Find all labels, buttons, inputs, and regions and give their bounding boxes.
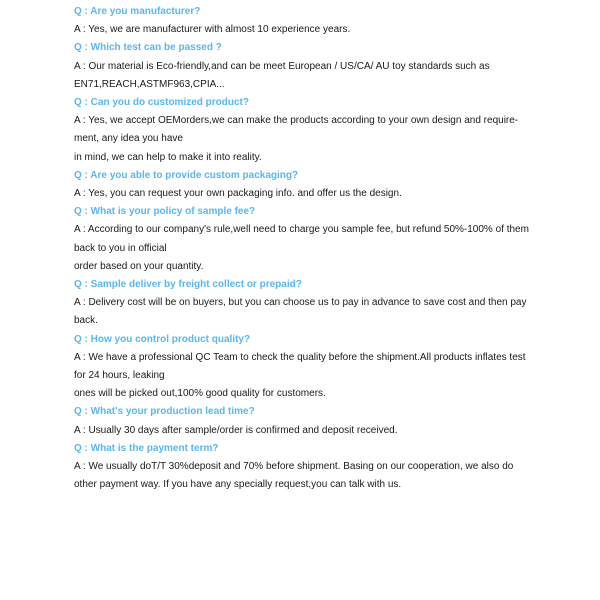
- faq-answer-line: EN71,REACH,ASTMF963,CPIA...: [74, 78, 225, 90]
- faq-answer-line: ones will be picked out,100% good quality for customers.: [74, 388, 326, 400]
- faq-answer-line: other payment way. If you have any specially request,you can talk with us.: [74, 479, 402, 491]
- faq-answer-line: order based on your quantity.: [74, 260, 204, 272]
- faq-answer-line: A : Yes, we are manufacturer with almost 10 experience years.: [74, 24, 351, 36]
- faq-question-tests: Q : Which test can be passed ?: [74, 42, 222, 54]
- faq-answer-line: back.: [74, 315, 98, 327]
- faq-question-lead-time: Q : What's your production lead time?: [74, 406, 255, 418]
- faq-answer-line: ment, any idea you have: [74, 133, 183, 145]
- faq-question-manufacturer: Q : Are you manufacturer?: [74, 6, 201, 17]
- faq-answer-line: A : Yes, we accept OEMorders,we can make the products according to your own design and require-: [74, 115, 519, 127]
- faq-answer-line: A : We usually doT/T 30%deposit and 70% before shipment. Basing on our cooperation, we also do: [74, 461, 514, 473]
- faq-answer-line: A : Usually 30 days after sample/order is confirmed and deposit received.: [74, 424, 398, 436]
- faq-answer-line: A : Delivery cost will be on buyers, but you can choose us to pay in advance to save cost and then pay: [74, 297, 527, 309]
- faq-question-payment-term: Q : What is the payment term?: [74, 442, 219, 454]
- faq-answer-line: A : We have a professional QC Team to check the quality before the shipment.All products inflates test: [74, 351, 526, 363]
- faq-question-customized: Q : Can you do customized product?: [74, 97, 249, 109]
- faq-answer-line: for 24 hours, leaking: [74, 370, 165, 382]
- faq-question-quality-control: Q : How you control product quality?: [74, 333, 251, 345]
- faq-answer-line: A : Our material is Eco-friendly,and can be meet European / US/CA/ AU toy standards such as: [74, 60, 490, 72]
- faq-answer-line: A : According to our company's rule,well need to charge you sample fee, but refund 50%-100% of them: [74, 224, 529, 236]
- faq-answer-line: back to you in official: [74, 242, 167, 254]
- faq-question-packaging: Q : Are you able to provide custom packaging?: [74, 169, 299, 181]
- faq-question-sample-delivery: Q : Sample deliver by freight collect or prepaid?: [74, 279, 302, 291]
- faq-list: [74, 3, 529, 494]
- faq-answer-line: in mind, we can help to make it into reality.: [74, 151, 262, 163]
- faq-answer-line: A : Yes, you can request your own packaging info. and offer us the design.: [74, 188, 402, 200]
- faq-question-sample-fee: Q : What is your policy of sample fee?: [74, 206, 256, 218]
